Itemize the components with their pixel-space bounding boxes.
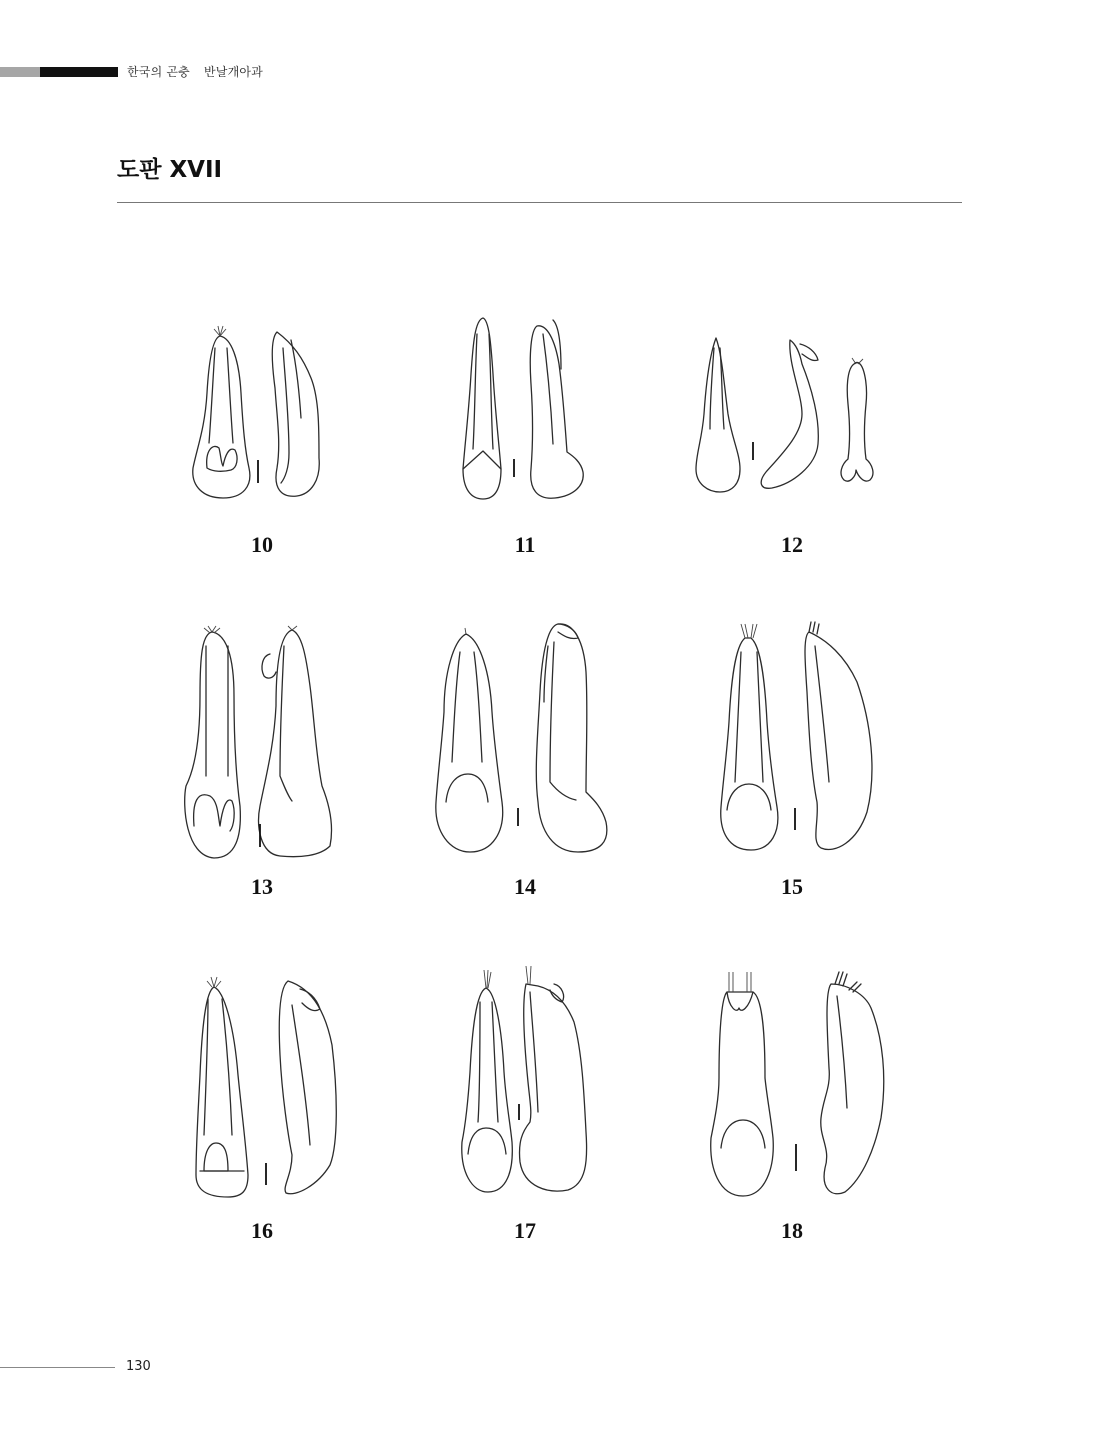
figure-11-drawing <box>455 314 595 504</box>
figure-label-12: 12 <box>781 532 803 557</box>
book-title: 한국의 곤충 <box>127 65 190 79</box>
figure-label-11: 11 <box>514 532 536 557</box>
figure-label-15: 15 <box>781 874 803 899</box>
figure-label-17: 17 <box>514 1218 536 1243</box>
figure-18-drawing <box>707 968 892 1200</box>
page-number: 130 <box>126 1359 151 1374</box>
figure-label-16: 16 <box>251 1218 273 1243</box>
running-header <box>127 63 263 80</box>
figure-17-drawing <box>458 962 588 1197</box>
figure-12-drawing <box>692 334 892 499</box>
plate-title: 도판 XVII <box>117 157 223 183</box>
figure-label-13: 13 <box>251 874 273 899</box>
figure-label-14: 14 <box>514 874 536 899</box>
header-black-bar <box>40 67 118 77</box>
figure-label-10: 10 <box>251 532 273 557</box>
figure-16-drawing <box>188 975 348 1205</box>
footer-rule <box>0 1367 115 1368</box>
figure-label-18: 18 <box>781 1218 803 1243</box>
figure-14-drawing <box>430 622 620 857</box>
title-divider <box>117 202 962 203</box>
figure-15-drawing <box>715 622 880 857</box>
figure-13-drawing <box>180 626 340 861</box>
figure-10-drawing <box>185 318 335 503</box>
header-gray-bar <box>0 67 40 77</box>
family-name: 반날개아과 <box>203 65 263 79</box>
